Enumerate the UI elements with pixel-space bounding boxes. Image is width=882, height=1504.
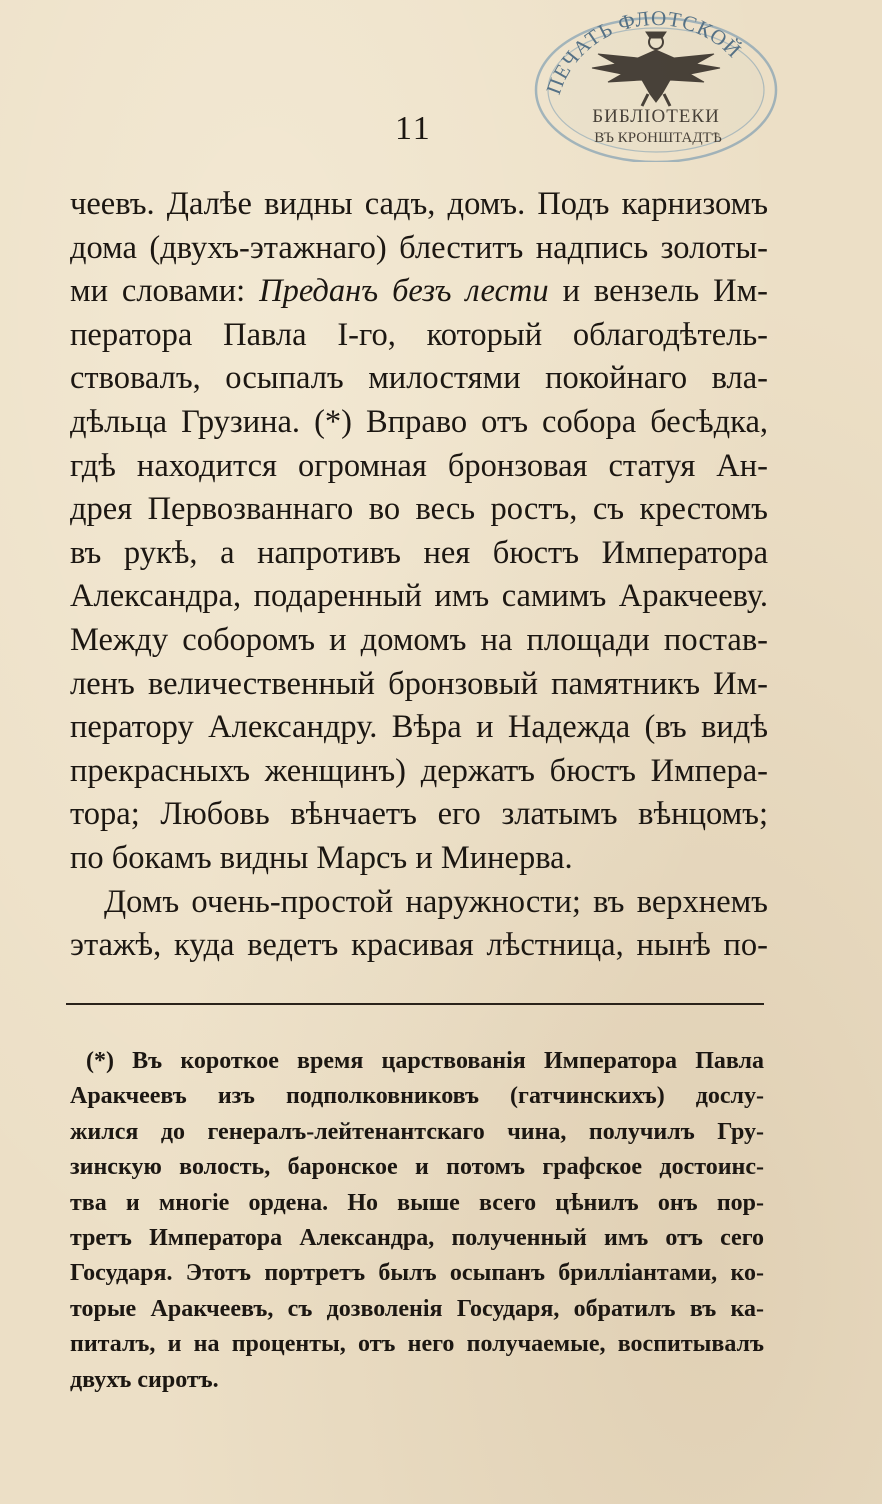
- text-fragment: и вензель Им-: [548, 273, 768, 310]
- footnote-line: питалъ, и на проценты, отъ него получаемые, воспитывалъ: [70, 1331, 764, 1358]
- footnote-line: (*) Въ короткое время царствованія Императора Павла: [86, 1048, 764, 1074]
- footnote-line: жился до генералъ-лейтенантскаго чина, получилъ Гру-: [70, 1118, 764, 1145]
- text-line: чеевъ. Далѣе видны садъ, домъ. Подъ карнизомъ: [70, 186, 768, 222]
- footnote-line: зинскую волость, баронское и потомъ графское достоинс-: [70, 1154, 764, 1181]
- text-line: дѣльца Грузина. (*) Вправо отъ собора бесѣдка,: [70, 403, 768, 440]
- text-line: дрея Первозваннаго во весь ростъ, съ крестомъ: [70, 491, 768, 528]
- text-line: ленъ величественный бронзовый памятникъ Им-: [70, 665, 768, 702]
- library-stamp: [518, 2, 794, 162]
- stamp-text-top: ПЕЧАТЬ ФЛОТСКОЙ: [541, 5, 747, 98]
- footnote-block: [70, 1044, 764, 1398]
- footnote-divider: [66, 1003, 764, 1005]
- text-line: Между соборомъ и домомъ на площади постав-: [70, 621, 768, 658]
- main-text-block: [70, 183, 768, 968]
- footnote-line: двухъ сиротъ.: [70, 1366, 219, 1393]
- motto-italic: Преданъ безъ лести: [259, 273, 549, 310]
- text-line: Александра, подаренный имъ самимъ Аракчееву.: [70, 578, 768, 615]
- text-line: ператору Александру. Вѣра и Надежда (въ видѣ: [70, 709, 768, 746]
- footnote-line: третъ Императора Александра, полученный имъ отъ сего: [70, 1224, 764, 1251]
- footnote-line: Аракчеевъ изъ подполковниковъ (гатчинскихъ) дослу-: [70, 1083, 764, 1110]
- footnote-line: торые Аракчеевъ, съ дозволенія Государя, обратилъ въ ка-: [70, 1295, 764, 1322]
- text-line: тора; Любовь вѣнчаетъ его златымъ вѣнцомъ;: [70, 796, 768, 833]
- text-line: прекрасныхъ женщинъ) держатъ бюстъ Импера-: [70, 752, 768, 789]
- stamp-text-bottom: ВЪ КРОНШТАДТѢ: [594, 130, 722, 146]
- text-line: въ рукѣ, а напротивъ нея бюстъ Императора: [70, 534, 768, 571]
- footnote-line: Государя. Этотъ портретъ былъ осыпанъ брилліантами, ко-: [70, 1260, 764, 1287]
- text-line: по бокамъ видны Марсъ и Минерва.: [70, 839, 573, 876]
- text-line: ператора Павла І-го, который облагодѣтель-: [70, 316, 768, 353]
- text-line-with-motto: [70, 270, 768, 314]
- text-line: гдѣ находится огромная бронзовая статуя Ан-: [70, 447, 768, 484]
- page-number: 11: [395, 110, 432, 147]
- text-line: этажѣ, куда ведетъ красивая лѣстница, нынѣ по-: [70, 927, 768, 964]
- text-line: Домъ очень-простой наружности; въ верхнемъ: [104, 883, 768, 920]
- footnote-line: тва и многіе ордена. Но выше всего цѣнилъ онъ пор-: [70, 1189, 764, 1216]
- text-line: ствовалъ, осыпалъ милостями покойнаго вла-: [70, 360, 768, 397]
- text-line: дома (двухъ-этажнаго) блеститъ надпись золоты-: [70, 229, 768, 266]
- text-fragment: ми словами:: [70, 273, 260, 310]
- stamp-text-middle: БИБЛІОТЕКИ: [592, 106, 720, 127]
